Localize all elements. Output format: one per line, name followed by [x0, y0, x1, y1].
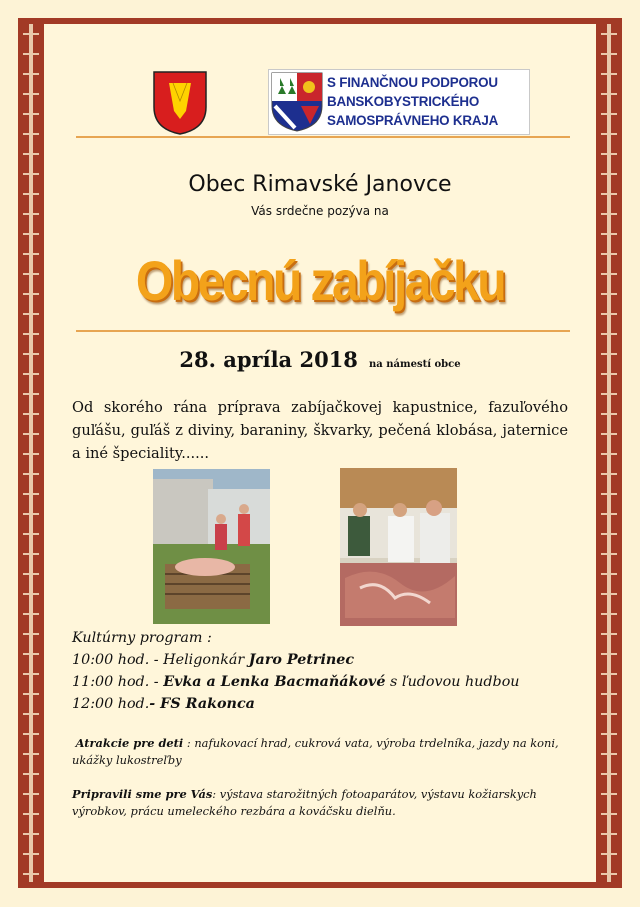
event-headline: Obecnú zabíjačku: [135, 249, 505, 312]
region-support-line1: S FINANČNOU PODPOROU: [327, 75, 498, 90]
program-note: s ľudovou hudbou: [389, 674, 520, 690]
region-support-line2: BANSKOBYSTRICKÉHO: [327, 94, 480, 109]
kids-attractions: [72, 735, 568, 769]
divider-middle: [76, 330, 570, 332]
organizer-title: Obec Rimavské Janovce: [188, 172, 452, 197]
program-heading: Kultúrny program :: [72, 630, 212, 646]
invitation-text: Vás srdečne pozýva na: [251, 204, 389, 218]
region-support-line3: SAMOSPRÁVNEHO KRAJA: [327, 113, 499, 128]
program-item: [72, 649, 572, 671]
divider-top: [76, 136, 570, 138]
region-shield-icon: [271, 72, 323, 132]
photo-pig-preparation: [153, 469, 270, 624]
prepared-label: Pripravili sme pre Vás: [72, 787, 213, 801]
poster-content: [44, 24, 596, 882]
program-performer: Jaro Petrinec: [248, 652, 355, 668]
region-support-logo: [268, 69, 530, 135]
cultural-program: [72, 627, 572, 715]
program-time: 10:00 hod. - Heligonkár: [72, 652, 245, 668]
kids-attractions-label: Atrakcie pre deti: [75, 736, 184, 750]
program-item: [72, 671, 572, 693]
photo-butchering: [340, 468, 457, 626]
program-item: [72, 693, 572, 715]
prepared-activities: [72, 786, 568, 820]
ornament-border-right: [596, 18, 622, 888]
program-performer: Evka a Lenka Bacmaňákové: [163, 674, 386, 690]
program-performer: - FS Rakonca: [149, 696, 255, 712]
event-date-line: [44, 347, 596, 372]
program-time: 11:00 hod. -: [72, 674, 159, 690]
ornament-border-left: [18, 18, 44, 888]
event-description: Od skorého rána príprava zabíjačkovej kapustnice, fazuľového guľášu, guľáš z diviny, baraniny, škvarky, pečená klobása, jaternice a iné špeciality......: [72, 399, 568, 462]
ornament-border-bottom: [18, 882, 622, 888]
region-support-text: [327, 73, 527, 130]
event-date: 28. apríla 2018: [179, 347, 358, 372]
village-crest-icon: [153, 71, 207, 135]
program-time: 12:00 hod.: [72, 696, 150, 712]
kids-attractions-text: : nafukovací hrad, cukrová vata, výroba trdelníka, jazdy na koni, ukážky lukostreľby: [72, 736, 559, 767]
event-place: na námestí obce: [369, 359, 461, 370]
prepared-text: : výstava starožitných fotoaparátov, výstavu kožiarskych výrobkov, prácu umeleckého rezbára a kováčsku dielňu.: [72, 787, 537, 818]
